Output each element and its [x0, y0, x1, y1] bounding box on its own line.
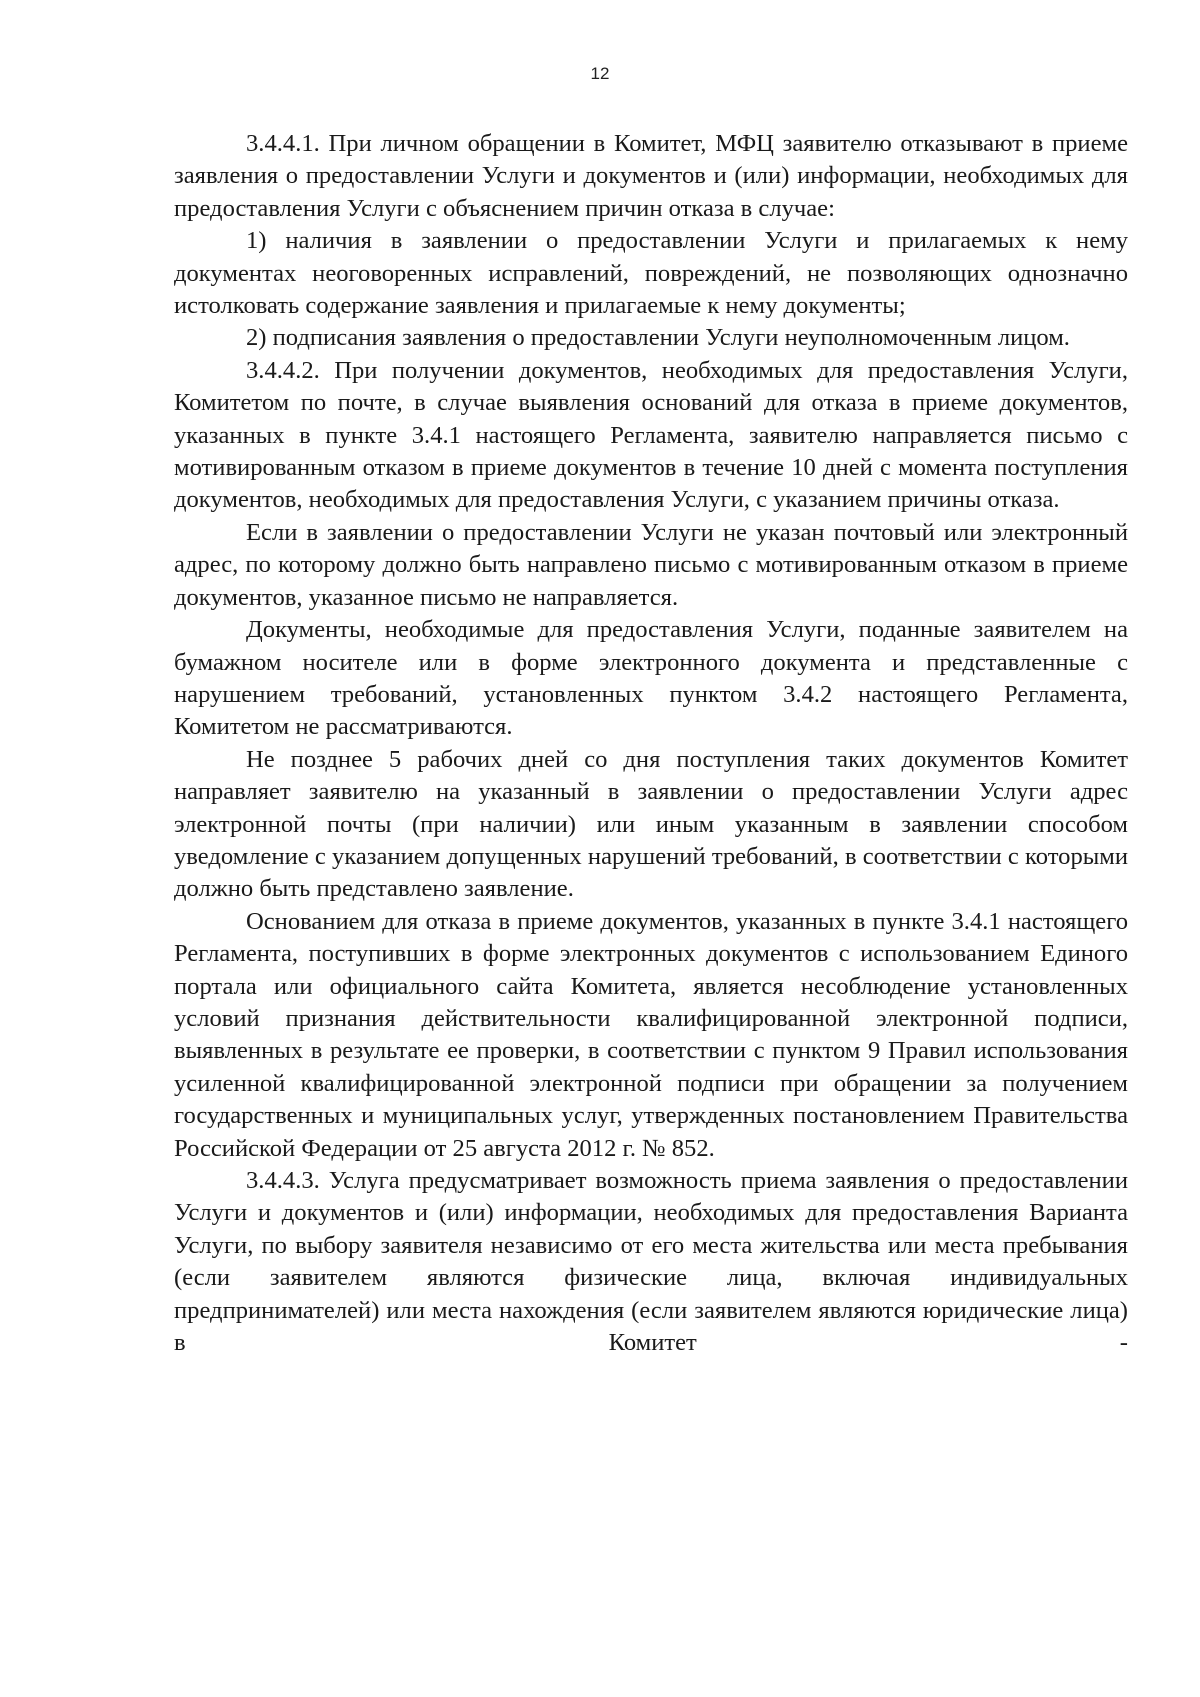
paragraph-3-4-4-1: 3.4.4.1. При личном обращении в Комитет, МФЦ заявителю отказывают в приеме заявления о предоставлении Услуги и документов и (или) информации, необходимых для предоставления Услуги с объяснением причин отказа в случае:: [174, 130, 1128, 222]
list-item-2: 2) подписания заявления о предоставлении Услуги неуполномоченным лицом.: [246, 324, 1070, 352]
list-item-1: 1) наличия в заявлении о предоставлении Услуги и прилагаемых к нему документах неоговоренных исправлений, повреждений, не позволяющих однозначно истолковать содержание заявления и прилагаемые к нему документы;: [174, 227, 1128, 320]
paragraph-no-address: Если в заявлении о предоставлении Услуги не указан почтовый или электронный адрес, по которому должно быть направлено письмо с мотивированным отказом в приеме документов, указанное письмо не направляется.: [174, 518, 1128, 611]
paragraph-documents-not-considered: Документы, необходимые для предоставления Услуги, поданные заявителем на бумажном носителе или в форме электронного документа и представленные с нарушением требований, установленных пунктом 3.4.2 настоящего Регламента, Комитетом не рассматриваются.: [174, 616, 1128, 741]
page-number: 12: [590, 64, 610, 83]
paragraph-notification: Не позднее 5 рабочих дней со дня поступления таких документов Комитет направляет заявителю на указанный в заявлении о предоставлении Услуги адрес электронной почты (при наличии) или иным указанным в заявлении способом уведомление с указанием допущенных нарушений требований, в соответствии с которыми должно быть представлено заявление.: [174, 745, 1128, 903]
paragraph-3-4-4-3: 3.4.4.3. Услуга предусматривает возможность приема заявления о предоставлении Услуги и документов и (или) информации, необходимых для предоставления Варианта Услуги, по выбору заявителя независимо от его места жительства или места пребывания (если заявителем являются физические лица, включая индивидуальных предпринимателей) или места нахождения (если заявителем являются юридические лица) в Комитет -: [174, 1167, 1128, 1357]
document-body: [174, 128, 1128, 1359]
paragraph-refusal-grounds: Основанием для отказа в приеме документов, указанных в пункте 3.4.1 настоящего Регламента, поступивших в форме электронных документов с использованием Единого портала или официального сайта Комитета, является несоблюдение установленных условий признания действительности квалифицированной электронной подписи, выявленных в результате ее проверки, в соответствии с пунктом 9 Правил использования усиленной квалифицированной электронной подписи при обращении за получением государственных и муниципальных услуг, утвержденных постановлением Правительства Российской Федерации от 25 августа 2012 г. № 852.: [174, 907, 1128, 1162]
paragraph-3-4-4-2: 3.4.4.2. При получении документов, необходимых для предоставления Услуги, Комитетом по почте, в случае выявления оснований для отказа в приеме документов, указанных в пункте 3.4.1 настоящего Регламента, заявителю направляется письмо с мотивированным отказом в приеме документов в течение 10 дней с момента поступления документов, необходимых для предоставления Услуги, с указанием причины отказа.: [174, 356, 1128, 514]
